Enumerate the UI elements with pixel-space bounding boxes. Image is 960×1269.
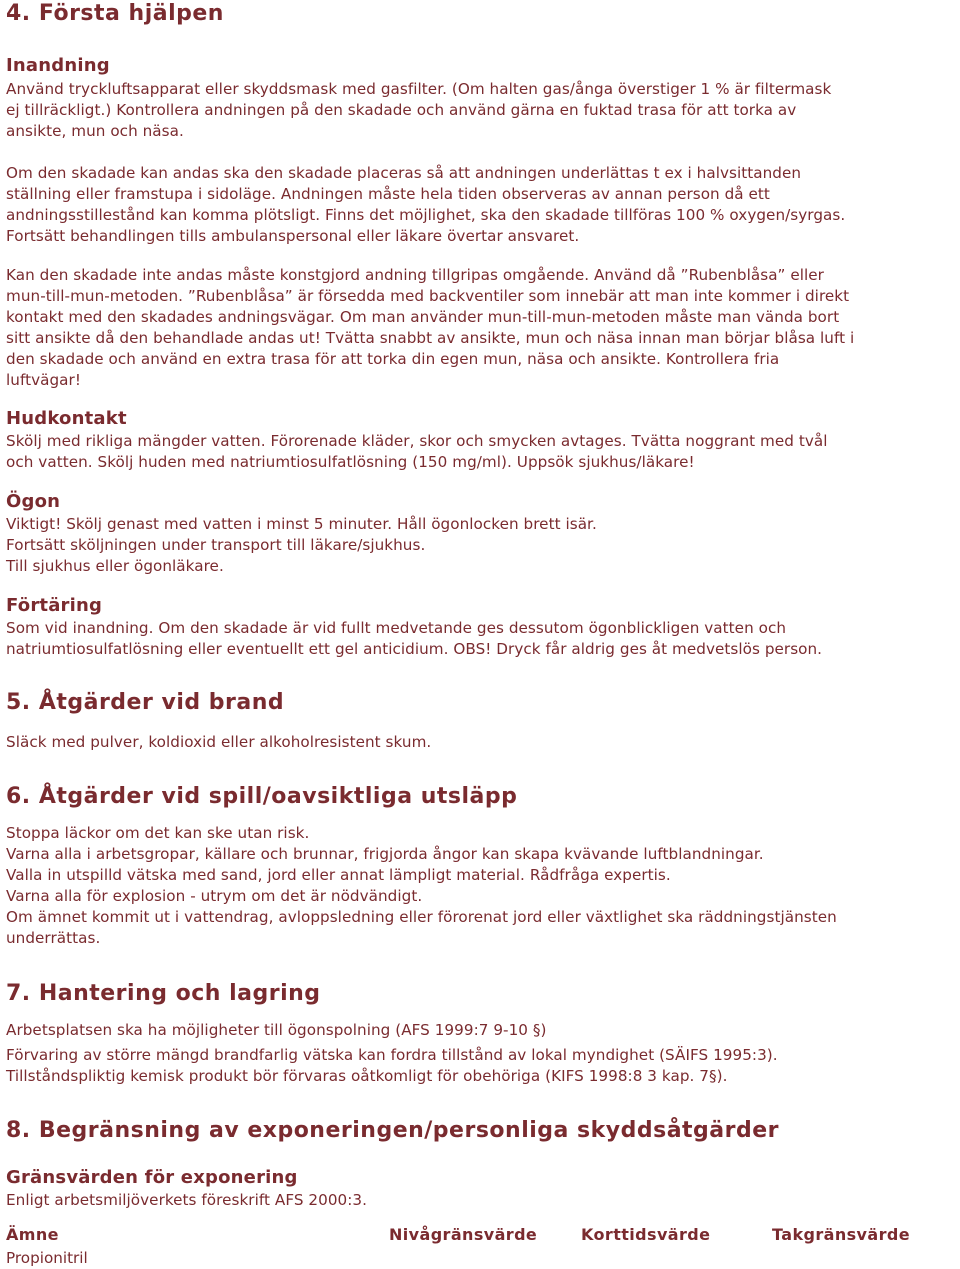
gransvarden-heading: Gränsvärden för exponering <box>6 1167 298 1188</box>
text-line: Till sjukhus eller ögonläkare. <box>6 557 224 575</box>
ogon-paragraph <box>6 514 956 577</box>
inandning-heading: Inandning <box>6 55 110 76</box>
section-4-title: 4. Första hjälpen <box>6 1 224 26</box>
text-line: den skadade och använd en extra trasa för att torka din egen mun, näsa och ansikte. Kontrollera fria <box>6 350 780 368</box>
section-7-title: 7. Hantering och lagring <box>6 981 321 1006</box>
section-8-title: 8. Begränsning av exponeringen/personliga skyddsåtgärder <box>6 1118 780 1143</box>
text-line: ställning eller framstupa i sidoläge. Andningen måste hela tiden observeras av annan person då ett <box>6 185 770 203</box>
text-line: och vatten. Skölj huden med natriumtiosulfatlösning (150 mg/ml). Uppsök sjukhus/läkare! <box>6 453 695 471</box>
text-line: Varna alla i arbetsgropar, källare och brunnar, frigjorda ångor kan skapa kvävande luftblandningar. <box>6 845 764 863</box>
table-header-nivagransvarde: Nivågränsvärde <box>389 1225 538 1244</box>
section-7-paragraph-2 <box>6 1045 956 1087</box>
fortaring-heading: Förtäring <box>6 595 103 616</box>
table-cell-substance: Propionitril <box>6 1249 88 1267</box>
text-line: luftvägar! <box>6 371 81 389</box>
section-5-title: 5. Åtgärder vid brand <box>6 690 285 715</box>
text-line: Kan den skadade inte andas måste konstgjord andning tillgripas omgående. Använd då ”Rubenblåsa” eller <box>6 266 824 284</box>
text-line: sitt ansikte då den behandlade andas ut! Tvätta snabbt av ansikte, mun och näsa innan man börjar blåsa luft i <box>6 329 855 347</box>
hudkontakt-paragraph <box>6 431 956 473</box>
text-line: Tillståndspliktig kemisk produkt bör förvaras oåtkomligt för obehöriga (KIFS 1998:8 3 kap. 7§). <box>6 1067 728 1085</box>
text-line: Varna alla för explosion - utrym om det är nödvändigt. <box>6 887 423 905</box>
table-header-amne: Ämne <box>6 1225 59 1244</box>
section-7-paragraph-1 <box>6 1020 956 1041</box>
text-line: Stoppa läckor om det kan ske utan risk. <box>6 824 310 842</box>
text-line: natriumtiosulfatlösning eller eventuellt ett gel anticidium. OBS! Dryck får aldrig ges åt medvetslös person. <box>6 640 823 658</box>
hudkontakt-heading: Hudkontakt <box>6 408 127 429</box>
section-8-paragraph <box>6 1190 956 1211</box>
text-line: kontakt med den skadades andningsvägar. Om man använder mun-till-mun-metoden måste man vända bort <box>6 308 840 326</box>
section-6-title: 6. Åtgärder vid spill/oavsiktliga utsläpp <box>6 784 518 809</box>
text-line: Valla in utspilld vätska med sand, jord eller annat lämpligt material. Rådfråga expertis. <box>6 866 671 884</box>
text-line: Släck med pulver, koldioxid eller alkoholresistent skum. <box>6 733 432 751</box>
inandning-paragraph-3 <box>6 265 956 391</box>
table-header-korttidsvarde: Korttidsvärde <box>581 1225 711 1244</box>
ogon-heading: Ögon <box>6 491 61 512</box>
text-line: Fortsätt sköljningen under transport till läkare/sjukhus. <box>6 536 426 554</box>
text-line: Om den skadade kan andas ska den skadade placeras så att andningen underlättas t ex i halvsittanden <box>6 164 802 182</box>
text-line: Arbetsplatsen ska ha möjligheter till ögonspolning (AFS 1999:7 9-10 §) <box>6 1021 547 1039</box>
text-line: Enligt arbetsmiljöverkets föreskrift AFS 2000:3. <box>6 1191 368 1209</box>
text-line: Fortsätt behandlingen tills ambulanspersonal eller läkare övertar ansvaret. <box>6 227 580 245</box>
text-line: Som vid inandning. Om den skadade är vid fullt medvetande ges dessutom ögonblickligen vatten och <box>6 619 787 637</box>
table-header-takgransvarde: Takgränsvärde <box>772 1225 910 1244</box>
text-line: ansikte, mun och näsa. <box>6 122 184 140</box>
inandning-paragraph-2 <box>6 163 956 247</box>
inandning-paragraph-1 <box>6 79 956 142</box>
text-line: ej tillräckligt.) Kontrollera andningen på den skadade och använd gärna en fuktad trasa för att torka av <box>6 101 797 119</box>
text-line: Viktigt! Skölj genast med vatten i minst 5 minuter. Håll ögonlocken brett isär. <box>6 515 597 533</box>
text-line: underrättas. <box>6 929 101 947</box>
text-line: Skölj med rikliga mängder vatten. Förorenade kläder, skor och smycken avtages. Tvätta noggrant med tvål <box>6 432 828 450</box>
text-line: Använd tryckluftsapparat eller skyddsmask med gasfilter. (Om halten gas/ånga överstiger 1 % är filtermask <box>6 80 832 98</box>
fortaring-paragraph <box>6 618 956 660</box>
section-6-paragraph <box>6 823 956 949</box>
text-line: Förvaring av större mängd brandfarlig vätska kan fordra tillstånd av lokal myndighet (SÄIFS 1995:3). <box>6 1046 778 1064</box>
text-line: andningsstillestånd kan komma plötsligt. Finns det möjlighet, ska den skadade tillföras 100 % oxygen/syrgas. <box>6 206 846 224</box>
text-line: Om ämnet kommit ut i vattendrag, avloppsledning eller förorenat jord eller växtlighet ska räddningstjänsten <box>6 908 837 926</box>
section-5-paragraph <box>6 732 956 753</box>
text-line: mun-till-mun-metoden. ”Rubenblåsa” är försedda med backventiler som innebär att man inte kommer i direkt <box>6 287 850 305</box>
